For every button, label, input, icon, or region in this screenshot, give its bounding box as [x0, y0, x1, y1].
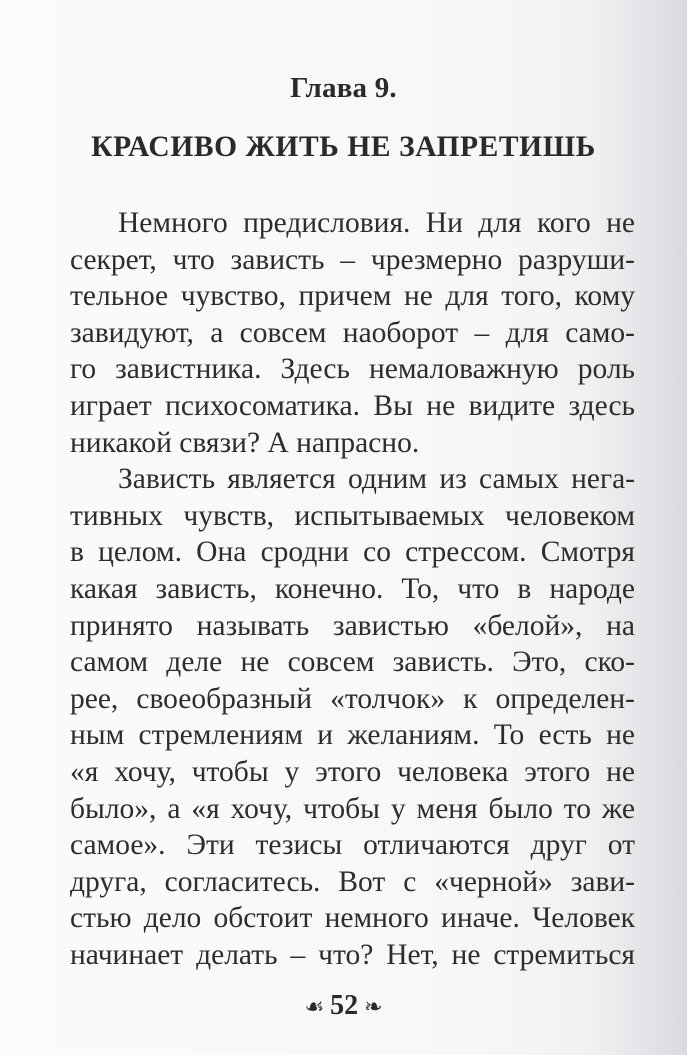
text-line: тивных чувств, испытываемых человеком [70, 499, 635, 532]
paragraph-1 [70, 205, 635, 461]
text-line: какая зависть, конечно. То, что в народе [70, 572, 635, 605]
body-text [70, 205, 635, 973]
floral-ornament-left-icon: ☙ [304, 995, 325, 1020]
text-line: рее, своеобразный «толчок» к определен- [70, 682, 635, 715]
text-line: завидуют, а совсем наоборот – для само- [70, 316, 635, 349]
text-line: никакой связи? А напрасно. [70, 426, 420, 459]
text-line: самое». Эти тезисы отличаются друг от [70, 829, 635, 862]
text-line: самом деле не совсем зависть. Это, ско- [70, 646, 635, 679]
text-line: в целом. Она сродни со стрессом. Смотря [70, 536, 635, 569]
floral-ornament-right-icon: ❧ [364, 995, 383, 1020]
text-line: начинает делать – что? Нет, не стремиться [70, 938, 635, 971]
chapter-label: Глава 9. [290, 72, 397, 104]
page-number-footer [0, 990, 687, 1022]
text-line: секрет, что зависть – чрезмерно разруши- [70, 243, 635, 276]
page-number: 52 [330, 990, 359, 1021]
text-line: стью дело обстоит немного иначе. Человек [70, 902, 635, 935]
text-line: играет психосоматика. Вы не видите здесь [70, 389, 635, 422]
text-line: Немного предисловия. Ни для кого не [118, 207, 635, 239]
text-line: «я хочу, чтобы у этого человека этого не [70, 755, 635, 788]
text-line: го завистника. Здесь немаловажную роль [70, 353, 635, 386]
paragraph-2 [70, 461, 635, 973]
chapter-title: КРАСИВО ЖИТЬ НЕ ЗАПРЕТИШЬ [91, 131, 596, 163]
text-line: друга, согласитесь. Вот с «черной» зави- [70, 865, 635, 898]
text-line: ным стремлениям и желаниям. То есть не [70, 719, 635, 752]
text-line: принято называть завистью «белой», на [70, 609, 635, 642]
text-line: тельное чувство, причем не для того, кому [70, 280, 635, 313]
text-line: было», а «я хочу, чтобы у меня было то же [70, 792, 635, 825]
text-line: Зависть является одним из самых нега- [118, 463, 635, 496]
